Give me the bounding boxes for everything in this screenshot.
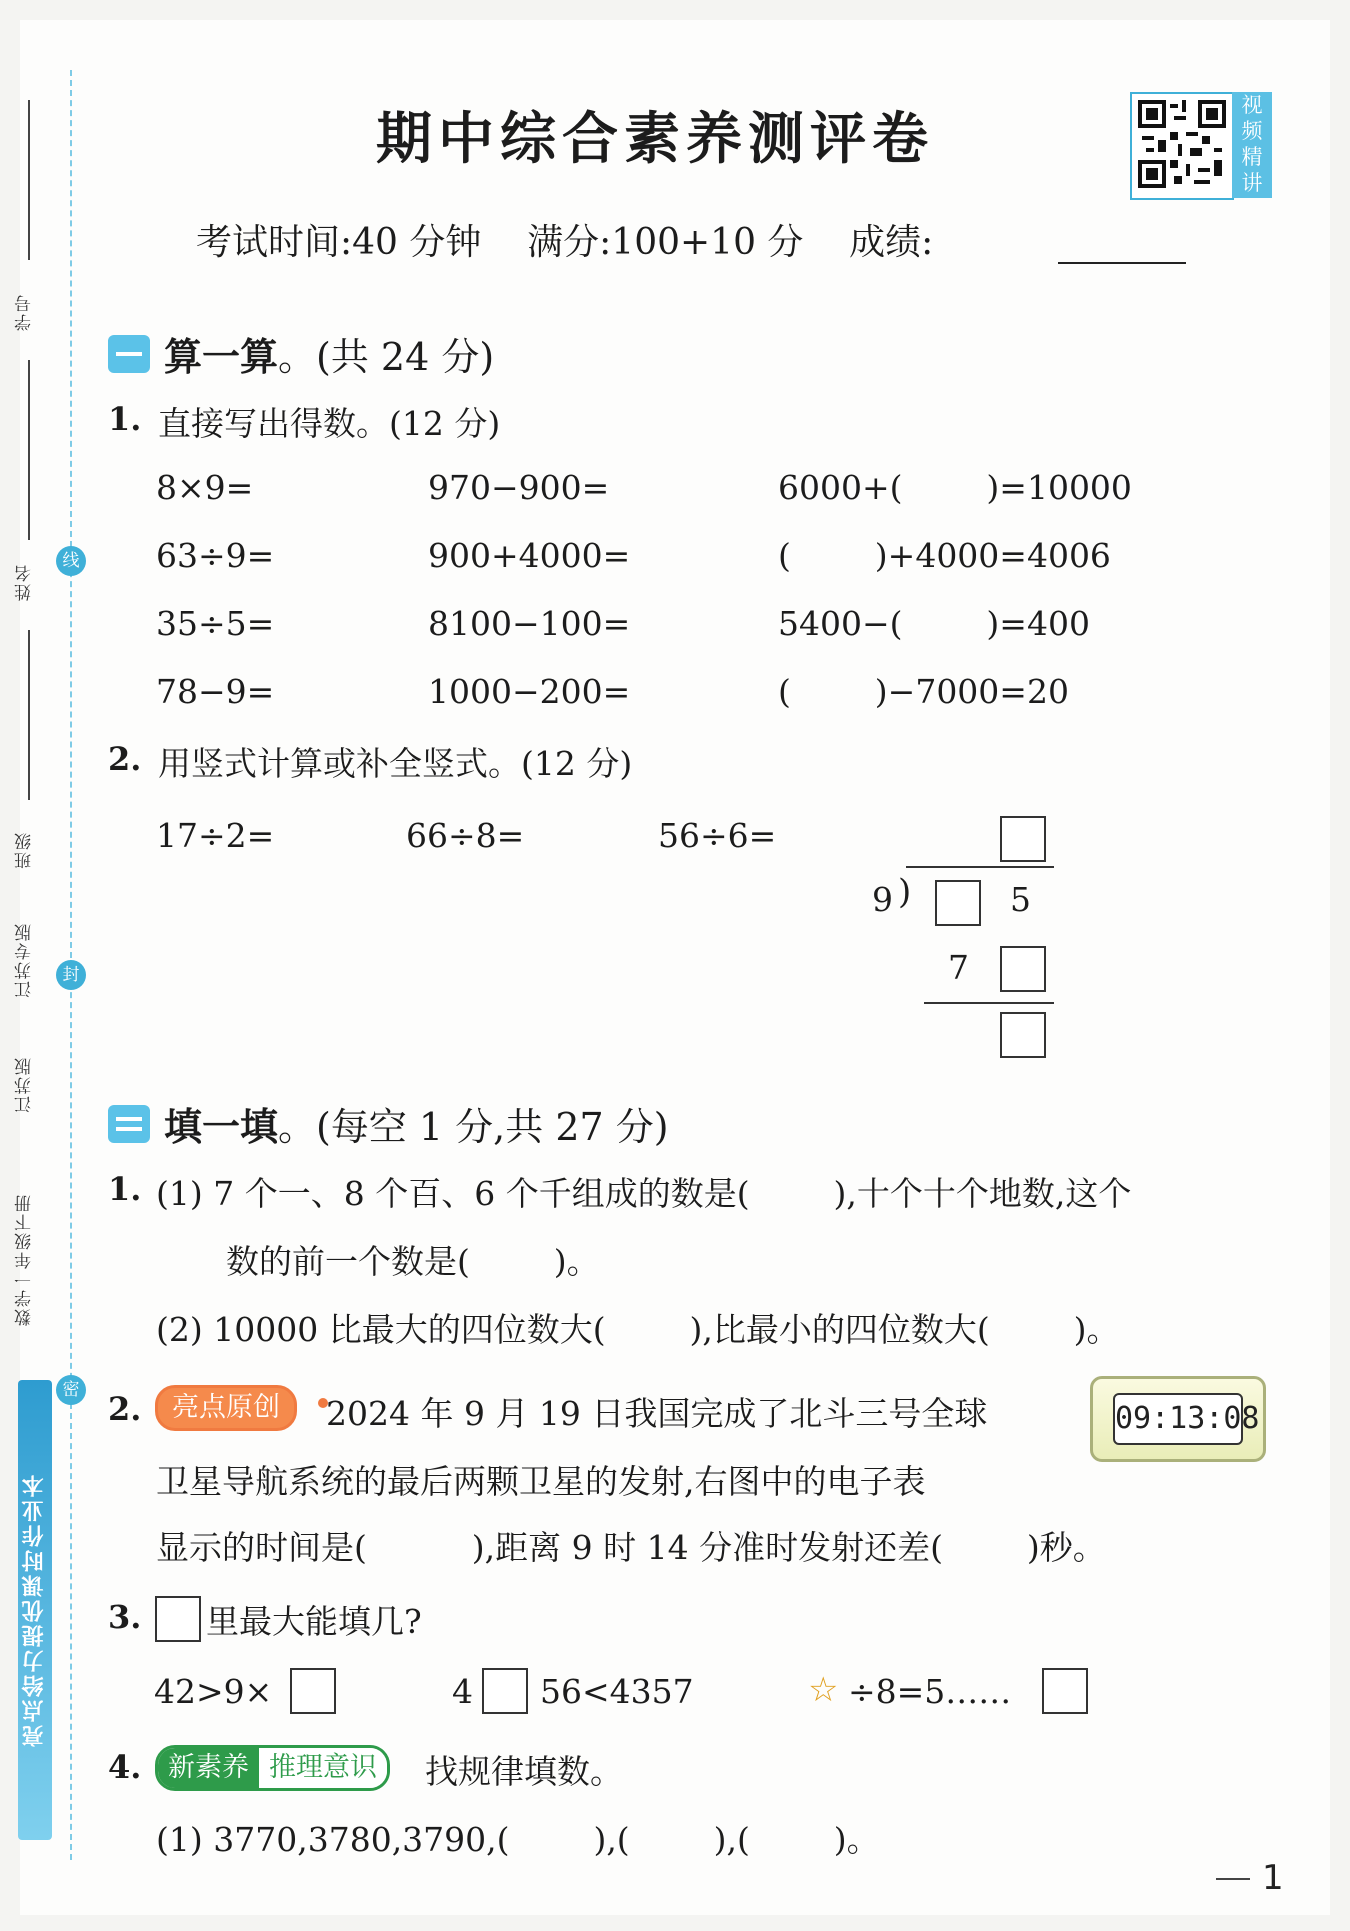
answer-box[interactable] <box>290 1668 336 1714</box>
fill-q1-part1-cont: 数的前一个数是( )。 <box>226 1242 600 1281</box>
vertical-item: 66÷8= <box>406 816 525 855</box>
q1-number: 1. <box>108 400 142 438</box>
division-bracket: ) <box>898 872 912 912</box>
video-tag-char: 视 <box>1241 93 1263 117</box>
fill-q2-line2: 卫星导航系统的最后两颗卫星的发射,右图中的电子表 <box>156 1462 926 1501</box>
vertical-item: 56÷6= <box>658 816 777 855</box>
fill-q3-c: ÷8=5…… <box>848 1672 1012 1711</box>
q2-text: 用竖式计算或补全竖式。(12 分) <box>158 744 633 783</box>
calc-item: 6000+( )=10000 <box>778 468 1132 507</box>
calc-item: 78−9= <box>156 672 275 711</box>
remainder-box[interactable] <box>1000 1012 1046 1058</box>
quotient-box[interactable] <box>1000 816 1046 862</box>
calc-item: 8100−100= <box>428 604 631 643</box>
section-1-points: 。(共 24 分) <box>278 335 495 379</box>
literacy-badge-skill: 推理意识 <box>259 1748 387 1788</box>
star-icon: ☆ <box>808 1670 839 1710</box>
edition-label-2: 江苏版 <box>15 1056 35 1114</box>
qr-code-icon[interactable] <box>1130 92 1234 200</box>
literacy-badge <box>155 1745 390 1791</box>
product-box[interactable] <box>1000 946 1046 992</box>
fill-q4-text: 找规律填数。 <box>425 1752 623 1791</box>
page-title: 期中综合素养测评卷 <box>376 106 934 172</box>
seal-xian: 线 <box>56 546 86 576</box>
exam-info: 考试时间:40 分钟 满分:100+10 分 成绩: <box>196 222 934 263</box>
name-line-bottom <box>28 630 30 800</box>
fill-q3-a: 42>9× <box>154 1672 273 1711</box>
calc-item: 35÷5= <box>156 604 275 643</box>
original-badge: 亮点原创 <box>155 1385 297 1431</box>
name-line-top <box>28 360 30 540</box>
division-bar <box>906 866 1054 868</box>
calc-item: ( )−7000=20 <box>778 672 1069 711</box>
clock-display: 09:13:08 <box>1113 1393 1243 1445</box>
q1-text: 直接写出得数。(12 分) <box>158 404 501 443</box>
name-label: 姓名 <box>15 563 35 601</box>
edition-label-1: 江苏专版 <box>15 922 35 998</box>
calc-item: 900+4000= <box>428 536 631 575</box>
calc-item: 63÷9= <box>156 536 275 575</box>
answer-box[interactable] <box>482 1668 528 1714</box>
fill-q4-a: (1) 3770,3780,3790,( ),( ),( )。 <box>156 1820 880 1859</box>
subtraction-line <box>924 1002 1054 1004</box>
fill-q2-number: 2. <box>108 1390 142 1428</box>
q2-number: 2. <box>108 740 142 778</box>
digital-clock-icon <box>1090 1376 1266 1462</box>
fill-q4-number: 4. <box>108 1748 142 1786</box>
calc-item: ( )+4000=4006 <box>778 536 1111 575</box>
fill-q3-text: 里最大能填几? <box>206 1602 422 1641</box>
fill-q3-number: 3. <box>108 1598 142 1636</box>
section-1-title: 算一算 <box>164 335 279 379</box>
fill-q1-number: 1. <box>108 1170 142 1208</box>
seal-feng: 封 <box>56 960 86 990</box>
class-label: 班级 <box>15 831 35 869</box>
dividend-digit: 5 <box>1010 880 1031 919</box>
literacy-badge-label: 新素养 <box>158 1748 259 1788</box>
section-2-points: 。(每空 1 分,共 27 分) <box>278 1105 669 1149</box>
video-tag[interactable] <box>1232 92 1272 198</box>
video-tag-char: 频 <box>1241 119 1263 143</box>
product-digit: 7 <box>948 948 969 987</box>
fill-q2-line3: 显示的时间是( ),距离 9 时 14 分准时发射还差( )秒。 <box>156 1528 1106 1567</box>
fill-q1-part2: (2) 10000 比最大的四位数大( ),比最小的四位数大( )。 <box>156 1310 1120 1349</box>
answer-box[interactable] <box>1042 1668 1088 1714</box>
calc-item: 970−900= <box>428 468 610 507</box>
divisor: 9 <box>872 880 893 919</box>
section-2-header <box>108 1096 669 1151</box>
student-no-line <box>28 100 30 260</box>
seal-mi: 密 <box>56 1375 86 1405</box>
calc-item: 8×9= <box>156 468 254 507</box>
calc-item: 5400−( )=400 <box>778 604 1090 643</box>
section-1-header <box>108 326 494 381</box>
student-no-label: 学号 <box>15 293 35 331</box>
vertical-item: 17÷2= <box>156 816 275 855</box>
fill-q3-b1: 4 <box>452 1672 473 1711</box>
fill-q2-line1: 2024 年 9 月 19 日我国完成了北斗三号全球 <box>326 1394 988 1433</box>
fill-q1-part1: (1) 7 个一、8 个百、6 个千组成的数是( ),十个十个地数,这个 <box>156 1174 1132 1213</box>
section-2-title: 填一填 <box>164 1105 279 1149</box>
calc-item: 1000−200= <box>428 672 631 711</box>
section-one-icon <box>108 335 150 373</box>
section-two-icon <box>108 1105 150 1143</box>
page-number-dash <box>1216 1878 1250 1880</box>
page-number: 1 <box>1262 1858 1284 1898</box>
grade-label: 数学一年级下册 <box>15 1193 35 1327</box>
fill-q3-b2: 56<4357 <box>540 1672 694 1711</box>
brand-band: 亮点给力提优课时作业本 <box>18 1380 52 1840</box>
video-tag-char: 精 <box>1241 145 1263 169</box>
sample-box <box>155 1596 201 1642</box>
score-blank[interactable] <box>1058 262 1186 264</box>
dividend-box[interactable] <box>935 880 981 926</box>
video-tag-char: 讲 <box>1241 171 1263 195</box>
